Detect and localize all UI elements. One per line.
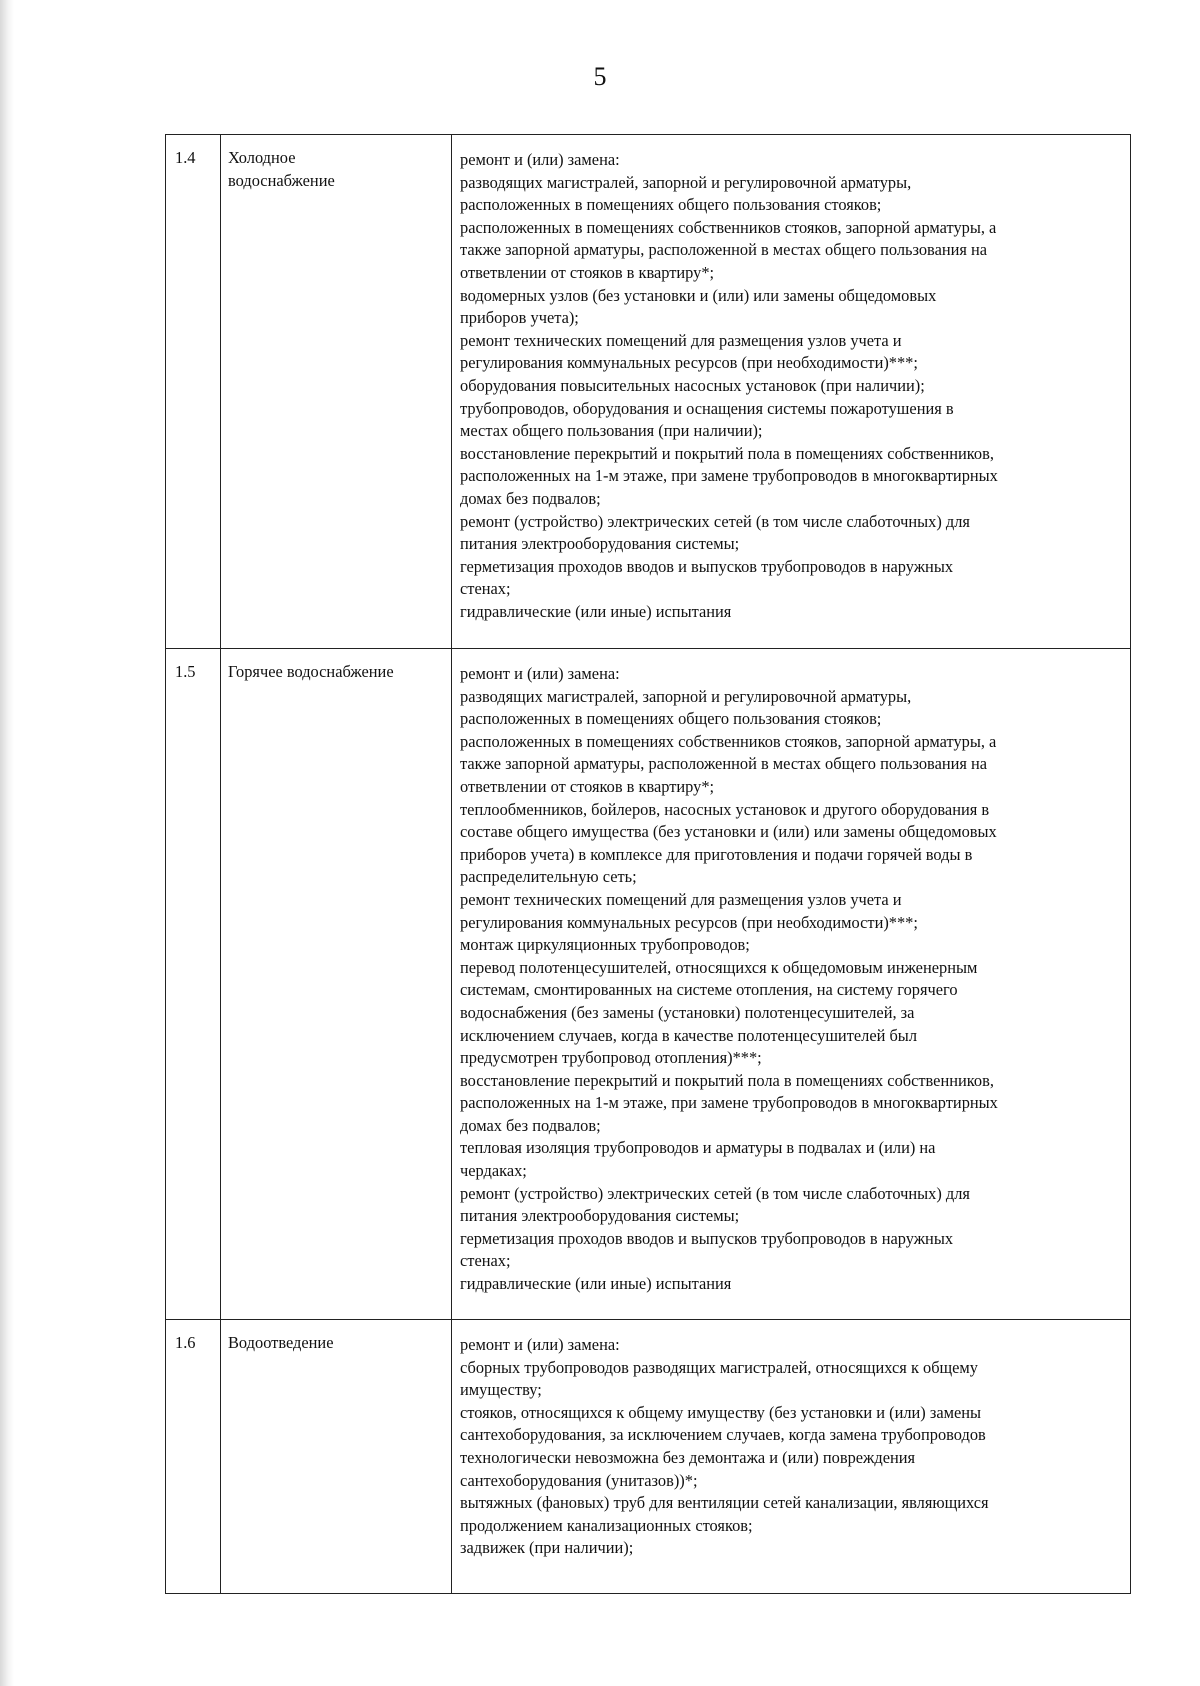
work-item: гидравлические (или иные) испытания [460, 601, 732, 621]
system-name-cell [221, 135, 452, 649]
work-item: теплообменников, бойлеров, насосных установок и другого оборудования в [460, 799, 990, 819]
work-item: также запорной арматуры, расположенной в местах общего пользования на [460, 240, 988, 260]
work-item: расположенных на 1-м этаже, при замене трубопроводов в многоквартирных [460, 466, 998, 486]
work-item: питания электрооборудования системы; [460, 1206, 740, 1226]
work-item: имуществу; [460, 1380, 542, 1400]
work-item: трубопроводов, оборудования и оснащения системы пожаротушения в [460, 398, 954, 418]
works-list-cell [452, 1320, 1131, 1594]
system-name-line: Водоотведение [228, 1333, 334, 1352]
work-item: приборов учета); [460, 308, 579, 328]
work-item: домах без подвалов; [460, 488, 601, 508]
works-list-cell [452, 135, 1131, 649]
work-item: разводящих магистралей, запорной и регулировочной арматуры, [460, 172, 912, 192]
work-item: стенах; [460, 579, 511, 599]
work-item: тепловая изоляция трубопроводов и арматуры в подвалах и (или) на [460, 1138, 936, 1158]
row-number: 1.5 [166, 649, 221, 1320]
work-item: гидравлические (или иные) испытания [460, 1274, 732, 1294]
work-item: задвижек (при наличии); [460, 1538, 634, 1558]
work-item: местах общего пользования (при наличии); [460, 421, 763, 441]
work-item: предусмотрен трубопровод отопления)***; [460, 1048, 762, 1068]
work-item: оборудования повысительных насосных установок (при наличии); [460, 375, 925, 395]
scan-edge-shadow [0, 0, 14, 1686]
work-item: распределительную сеть; [460, 867, 637, 887]
row-number: 1.6 [166, 1320, 221, 1594]
work-item: ответвлении от стояков в квартиру*; [460, 776, 715, 796]
system-name-line: водоснабжение [228, 170, 335, 190]
works-table [165, 134, 1131, 1594]
table-row [166, 1320, 1131, 1594]
work-item: приборов учета) в комплексе для приготовления и подачи горячей воды в [460, 844, 973, 864]
system-name-line: Горячее водоснабжение [228, 662, 394, 681]
work-item: составе общего имущества (без установки и (или) или замены общедомовых [460, 822, 997, 842]
work-item: ремонт и (или) замена: [460, 1335, 620, 1354]
work-item: ремонт технических помещений для размещения узлов учета и [460, 330, 902, 350]
work-item: расположенных в помещениях общего пользования стояков; [460, 709, 882, 729]
system-name-line: Холодное [228, 148, 296, 167]
table-row [166, 649, 1131, 1320]
page-number: 5 [593, 62, 607, 91]
work-item: чердаках; [460, 1161, 527, 1181]
work-item: ремонт (устройство) электрических сетей (в том числе слаботочных) для [460, 1183, 970, 1203]
work-item: стенах; [460, 1251, 511, 1271]
work-item: также запорной арматуры, расположенной в местах общего пользования на [460, 754, 988, 774]
work-item: регулирования коммунальных ресурсов (при необходимости)***; [460, 353, 918, 373]
work-item: стояков, относящихся к общему имуществу (без установки и (или) замены [460, 1402, 982, 1422]
work-item: исключением случаев, когда в качестве полотенцесушителей был [460, 1025, 917, 1045]
work-item: сантехоборудования, за исключением случаев, когда замена трубопроводов [460, 1425, 986, 1445]
work-item: продолжением канализационных стояков; [460, 1515, 753, 1535]
work-item: перевод полотенцесушителей, относящихся к общедомовым инженерным [460, 957, 978, 977]
system-name-cell [221, 1320, 452, 1594]
works-list-cell [452, 649, 1131, 1320]
work-item: расположенных в помещениях общего пользования стояков; [460, 195, 882, 215]
table-row [166, 135, 1131, 649]
system-name-cell [221, 649, 452, 1320]
work-item: монтаж циркуляционных трубопроводов; [460, 935, 750, 955]
work-item: сборных трубопроводов разводящих магистралей, относящихся к общему [460, 1357, 979, 1377]
work-item: сантехоборудования (унитазов))*; [460, 1470, 698, 1490]
work-item: водоснабжения (без замены (установки) полотенцесушителей, за [460, 1002, 915, 1022]
work-item: ответвлении от стояков в квартиру*; [460, 262, 715, 282]
work-item: регулирования коммунальных ресурсов (при необходимости)***; [460, 912, 918, 932]
work-item: ремонт технических помещений для размещения узлов учета и [460, 889, 902, 909]
work-item: питания электрооборудования системы; [460, 534, 740, 554]
work-item: восстановление перекрытий и покрытий пола в помещениях собственников, [460, 443, 994, 463]
work-item: ремонт и (или) замена: [460, 150, 620, 169]
work-item: герметизация проходов вводов и выпусков трубопроводов в наружных [460, 1228, 954, 1248]
work-item: вытяжных (фановых) труб для вентиляции сетей канализации, являющихся [460, 1493, 989, 1513]
work-item: ремонт (устройство) электрических сетей (в том числе слаботочных) для [460, 511, 970, 531]
row-number: 1.4 [166, 135, 221, 649]
work-item: разводящих магистралей, запорной и регулировочной арматуры, [460, 686, 912, 706]
work-item: расположенных в помещениях собственников стояков, запорной арматуры, а [460, 217, 997, 237]
work-item: системам, смонтированных на системе отопления, на систему горячего [460, 980, 958, 1000]
work-item: восстановление перекрытий и покрытий пола в помещениях собственников, [460, 1070, 994, 1090]
work-item: технологически невозможна без демонтажа и (или) повреждения [460, 1447, 916, 1467]
work-item: домах без подвалов; [460, 1115, 601, 1135]
work-item: герметизация проходов вводов и выпусков трубопроводов в наружных [460, 556, 954, 576]
work-item: водомерных узлов (без установки и (или) или замены общедомовых [460, 285, 937, 305]
work-item: расположенных на 1-м этаже, при замене трубопроводов в многоквартирных [460, 1093, 998, 1113]
work-item: ремонт и (или) замена: [460, 664, 620, 683]
work-item: расположенных в помещениях собственников стояков, запорной арматуры, а [460, 731, 997, 751]
